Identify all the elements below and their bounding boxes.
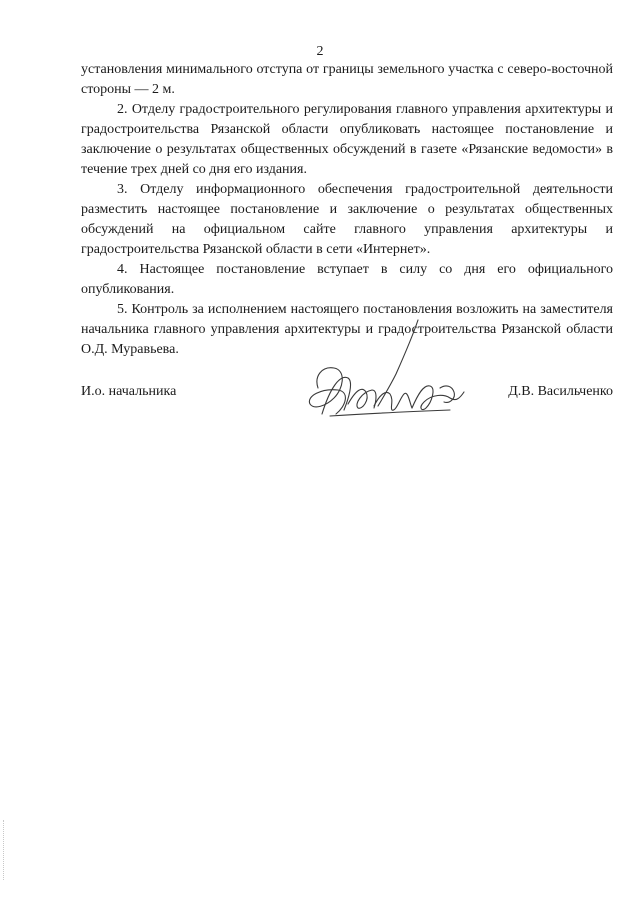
signature-block [81,384,613,406]
handwritten-signature [300,318,470,428]
paragraph-item-2: 2. Отделу градостроительного регулирования главного управления архитектуры и градостроительства Рязанской области опубликовать настоящее постановление и заключение о результатах общественных обсуждений в газете «Рязанские ведомости» в течение трех дней со дня его издания. [81,102,613,177]
paragraph-item-4: 4. Настоящее постановление вступает в силу со дня его официального опубликования. [81,262,613,297]
signatory-name: Д.В. Васильченко [508,384,613,399]
document-body [81,60,613,360]
paragraph-item-3: 3. Отделу информационного обеспечения градостроительной деятельности разместить настоящее постановление и заключение о результатах общественных обсуждений на официальном сайте главного управления архитектуры и градостроительства Рязанской области в сети «Интернет». [81,182,613,257]
page-number: 2 [316,44,324,59]
paragraph-item-5: 5. Контроль за исполнением настоящего постановления возложить на заместителя начальника главного управления архитектуры и градостроительства Рязанской области О.Д. Муравьева. [81,302,613,357]
signatory-position: И.о. начальника [81,384,177,399]
scan-margin-marks [3,820,6,880]
paragraph-continuation: установления минимального отступа от границы земельного участка с северо-восточной стороны — 2 м. [81,62,613,97]
